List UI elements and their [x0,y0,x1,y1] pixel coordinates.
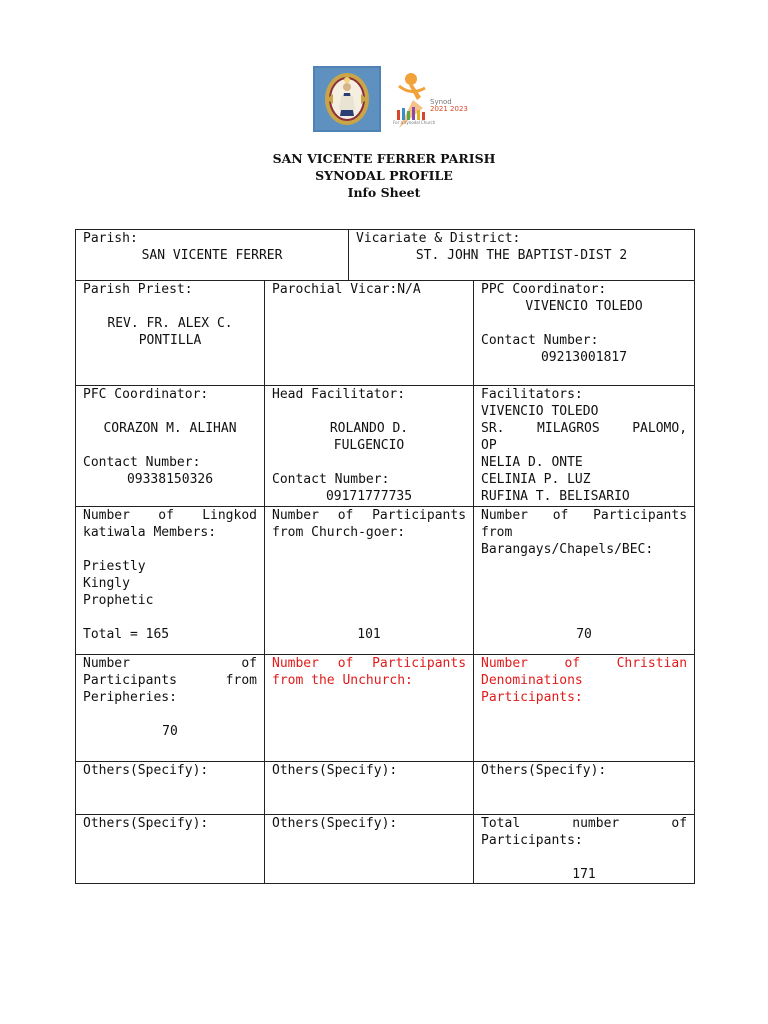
parish-priest-surname: PONTILLA [138,333,202,348]
facilitators-cell [474,386,695,507]
head-contact-number: 09171777735 [325,489,413,504]
kingly-label: Kingly [83,576,130,591]
christian-denominations-label: Number of Christian [481,656,688,671]
facilitator-3: NELIA D. ONTE [481,455,583,470]
peripheries-label-cont: Participants from [83,673,257,688]
ppc-contact-number: 09213001817 [540,350,628,365]
parish-priest-label: Parish Priest: [83,282,193,297]
lingkod-cell [76,507,265,655]
pfc-contact-label: Contact Number: [83,455,201,470]
others-label: Others(Specify): [83,816,209,831]
table-row [76,507,695,655]
church-goer-label-cont: from Church-goer: [272,525,406,540]
head-facilitator-surname: FULGENCIO [333,438,405,453]
facilitators-label: Facilitators: [481,387,583,402]
others-cell [76,762,265,815]
pfc-coordinator-label: PFC Coordinator: [83,387,209,402]
others-label: Others(Specify): [481,763,607,778]
pfc-contact-number: 09338150326 [126,472,214,487]
others-label: Others(Specify): [83,763,209,778]
pfc-coordinator-name: CORAZON M. ALIHAN [103,421,237,436]
christian-denominations-label-cont: Denominations [481,673,583,688]
barangay-label-cont: Barangays/Chapels/BEC: [481,542,654,557]
unchurch-label-cont: from the Unchurch: [272,673,413,688]
head-facilitator-cell [265,386,474,507]
ppc-contact-label: Contact Number: [481,333,599,348]
parish-cell [76,230,349,281]
table-row [76,281,695,386]
church-goer-cell [265,507,474,655]
document-heading [0,150,768,201]
barangay-label: Number of Participants [481,508,688,523]
synod-years: 2021 2023 [430,105,468,113]
table-row [76,762,695,815]
ppc-coordinator-label: PPC Coordinator: [481,282,607,297]
synodal-profile-table [75,229,695,884]
total-participants-value: 171 [572,867,596,882]
christian-denominations-cell [474,655,695,762]
parish-seal-logo [313,66,381,132]
peripheries-label: Number of [83,656,257,671]
ppc-coordinator-name: VIVENCIO TOLEDO [525,299,643,314]
lingkod-label: Number of Lingkod [83,508,257,523]
total-participants-label-cont: Participants: [481,833,583,848]
church-goer-label: Number of Participants [272,508,467,523]
unchurch-cell [265,655,474,762]
peripheries-label-end: Peripheries: [83,690,177,705]
parish-priest-name: REV. FR. ALEX C. [107,316,233,331]
table-row [76,230,695,281]
parish-title: SAN VICENTE FERRER PARISH [272,151,496,166]
head-facilitator-name: ROLANDO D. [329,421,409,436]
vicariate-cell [349,230,695,281]
vicariate-value: ST. JOHN THE BAPTIST-DIST 2 [415,248,628,263]
parochial-vicar-cell [265,281,474,386]
facilitator-1: VIVENCIO TOLEDO [481,404,599,419]
parish-label: Parish: [83,231,138,246]
christian-denominations-label-end: Participants: [481,690,583,705]
others-cell [76,815,265,884]
synod-word: Synod [430,98,452,106]
info-sheet-title: Info Sheet [347,185,421,200]
facilitator-2: SR. MILAGROS PALOMO, [481,421,688,436]
total-participants-cell [474,815,695,884]
pfc-coordinator-cell [76,386,265,507]
others-cell [265,815,474,884]
head-contact-label: Contact Number: [272,472,390,487]
others-cell [265,762,474,815]
facilitator-5: RUFINA T. BELISARIO [481,489,630,504]
head-facilitator-label: Head Facilitator: [272,387,406,402]
others-label: Others(Specify): [272,763,398,778]
peripheries-value: 70 [162,724,178,739]
barangay-value: 70 [576,627,592,642]
lingkod-total: Total = 165 [83,627,170,642]
others-label: Others(Specify): [272,816,398,831]
barangay-cell [474,507,695,655]
others-cell [474,762,695,815]
peripheries-cell [76,655,265,762]
barangay-label-from: from [481,525,513,540]
church-goer-value: 101 [357,627,381,642]
profile-title: SYNODAL PROFILE [315,168,453,183]
priestly-label: Priestly [83,559,146,574]
parish-priest-cell [76,281,265,386]
unchurch-label: Number of Participants [272,656,467,671]
synod-tagline: For a synodal Church [393,120,436,125]
vicariate-label: Vicariate & District: [356,231,521,246]
header-logos [313,66,468,132]
prophetic-label: Prophetic [83,593,154,608]
facilitator-4: CELINIA P. LUZ [481,472,591,487]
facilitator-2-order: OP [481,438,497,453]
synod-wordmark [430,99,470,113]
parish-value: SAN VICENTE FERRER [141,248,283,263]
table-row [76,655,695,762]
total-participants-label: Total number of [481,816,688,831]
table-row [76,815,695,884]
table-row [76,386,695,507]
parochial-vicar-label: Parochial Vicar:N/A [272,282,421,297]
ppc-coordinator-cell [474,281,695,386]
lingkod-label-cont: katiwala Members: [83,525,217,540]
